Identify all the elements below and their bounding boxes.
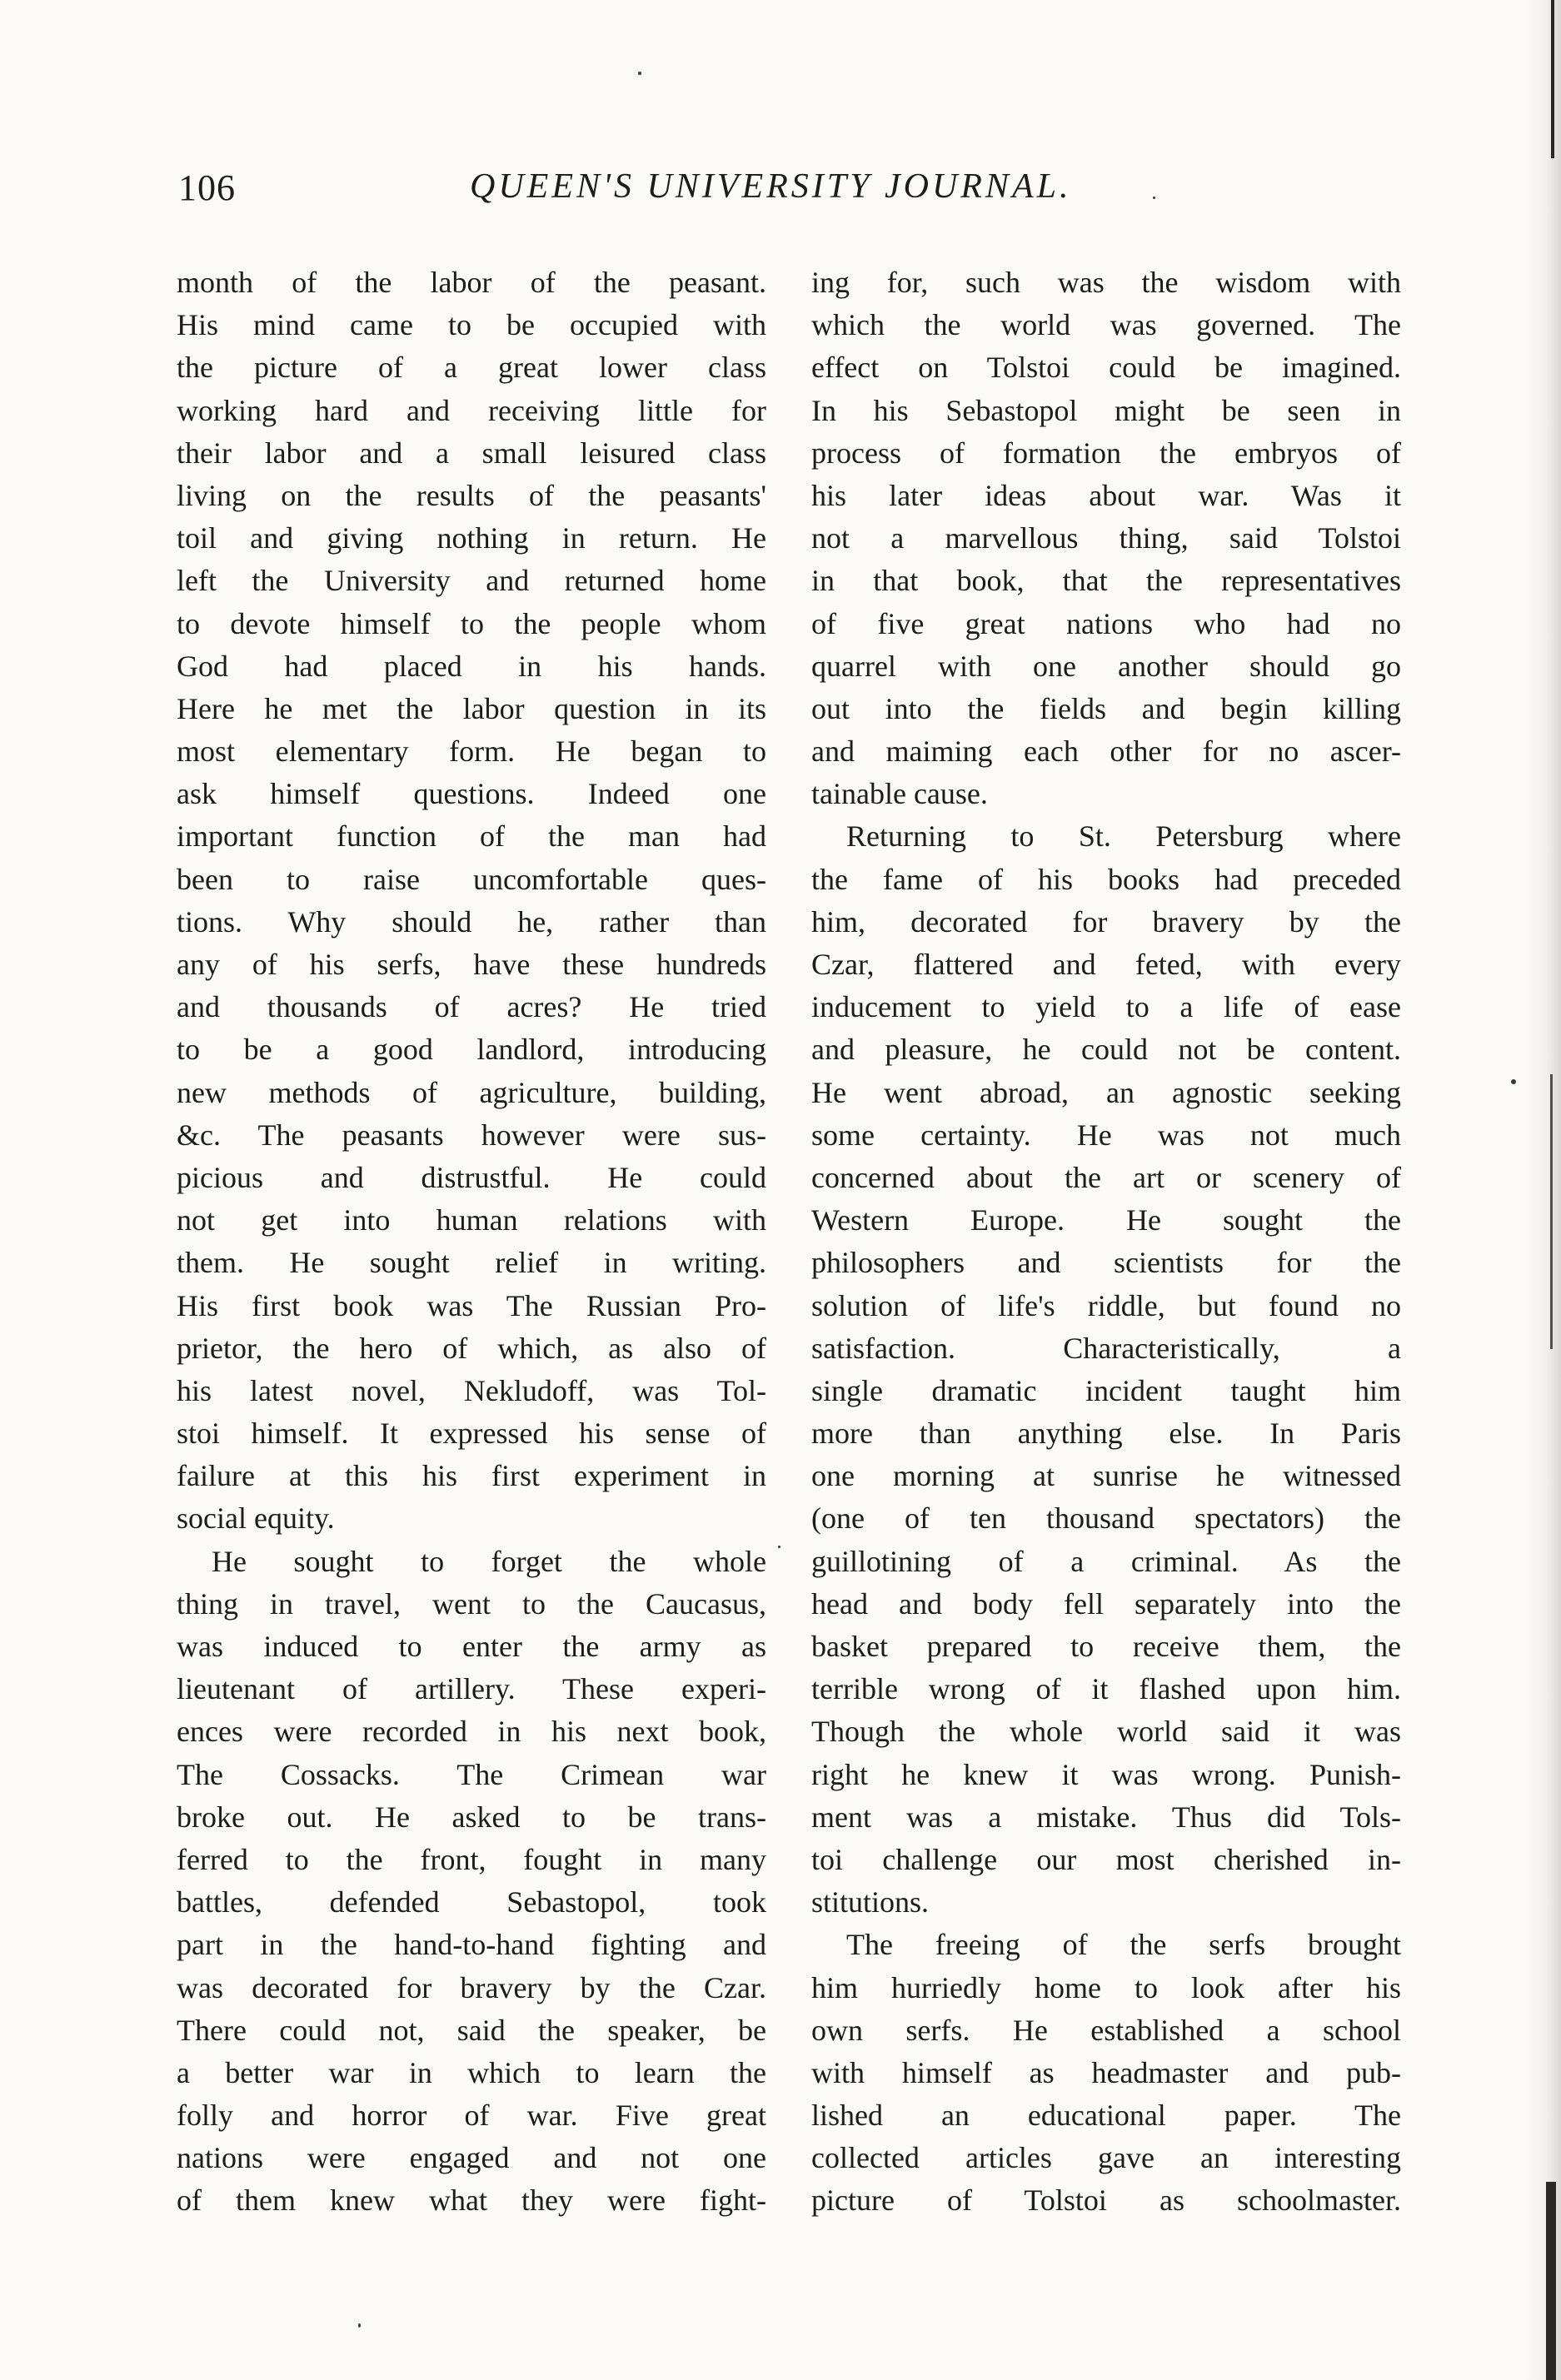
text-line: with himself as headmaster and pub-	[811, 2055, 1401, 2089]
text-line: which the world was governed. The	[811, 308, 1401, 342]
text-line: quarrel with one another should go	[811, 649, 1401, 683]
text-line: nations were engaged and not one	[177, 2141, 766, 2175]
scan-speck	[1511, 1079, 1516, 1084]
text-line: important function of the man had	[177, 819, 766, 854]
text-line: month of the labor of the peasant.	[177, 266, 766, 299]
text-line: new methods of agriculture, building,	[177, 1075, 766, 1109]
scan-speck	[638, 72, 641, 75]
text-line: (one of ten thousand spectators) the	[811, 1501, 1401, 1536]
text-line: any of his serfs, have these hundreds	[177, 948, 766, 981]
text-line: toi challenge our most cherished in-	[811, 1842, 1401, 1876]
text-line: His mind came to be occupied with	[177, 308, 766, 342]
paragraph-end-line: social equity.	[177, 1501, 335, 1536]
text-line: ment was a mistake. Thus did Tols-	[811, 1800, 1401, 1834]
text-line: single dramatic incident taught him	[811, 1373, 1401, 1407]
text-line: and thousands of acres? He tried	[177, 990, 766, 1024]
text-line: &c. The peasants however were sus-	[177, 1118, 766, 1152]
text-line: to devote himself to the people whom	[177, 606, 766, 640]
text-line: broke out. He asked to be trans-	[177, 1800, 766, 1834]
text-line: inducement to yield to a life of ease	[811, 990, 1401, 1024]
text-line: the fame of his books had preceded	[811, 862, 1401, 896]
journal-title: QUEEN'S UNIVERSITY JOURNAL.	[470, 167, 1072, 206]
text-line: them. He sought relief in writing.	[177, 1246, 766, 1280]
text-line: folly and horror of war. Five great	[177, 2099, 766, 2133]
text-line: God had placed in his hands.	[177, 649, 766, 683]
page-edge-shadow	[1524, 0, 1561, 2380]
left-column	[177, 261, 766, 2223]
text-line: one morning at sunrise he witnessed	[811, 1459, 1401, 1493]
scan-speck	[358, 2323, 361, 2328]
page-number: 106	[178, 167, 236, 208]
text-line: left the University and returned home	[177, 564, 766, 598]
scan-edge-mark	[1551, 0, 1554, 158]
text-line: lished an educational paper. The	[811, 2099, 1401, 2133]
text-line: There could not, said the speaker, be	[177, 2013, 766, 2047]
paragraph-end-line: stitutions.	[811, 1885, 930, 1919]
text-line: terrible wrong of it flashed upon him.	[811, 1672, 1401, 1706]
text-line: process of formation the embryos of	[811, 436, 1401, 470]
text-line: his later ideas about war. Was it	[811, 478, 1401, 512]
text-line: part in the hand-to-hand fighting and	[177, 1928, 766, 1962]
text-line: battles, defended Sebastopol, took	[177, 1885, 766, 1919]
text-line: his latest novel, Nekludoff, was Tol-	[177, 1373, 766, 1407]
text-line: not get into human relations with	[177, 1203, 766, 1237]
text-line: in that book, that the representatives	[811, 564, 1401, 598]
paragraph-start-line: He sought to forget the whole	[212, 1544, 766, 1578]
text-line: and maiming each other for no ascer-	[811, 734, 1401, 769]
text-line: right he knew it was wrong. Punish-	[811, 1757, 1401, 1791]
text-line: was decorated for bravery by the Czar.	[177, 1970, 766, 2004]
right-column	[811, 261, 1401, 2223]
text-line: the picture of a great lower class	[177, 351, 766, 385]
text-line: Here he met the labor question in its	[177, 691, 766, 725]
paragraph-start-line: The freeing of the serfs brought	[846, 1928, 1401, 1962]
text-line: most elementary form. He began to	[177, 734, 766, 769]
text-line: and pleasure, he could not be content.	[811, 1033, 1401, 1067]
page-header	[178, 167, 1419, 225]
text-line: effect on Tolstoi could be imagined.	[811, 351, 1401, 385]
text-line: been to raise uncomfortable ques-	[177, 862, 766, 896]
text-line: out into the fields and begin killing	[811, 691, 1401, 725]
text-line: failure at this his first experiment in	[177, 1459, 766, 1493]
text-line: was induced to enter the army as	[177, 1630, 766, 1663]
text-line: ences were recorded in his next book,	[177, 1715, 766, 1749]
text-line: Western Europe. He sought the	[811, 1203, 1401, 1237]
text-line: philosophers and scientists for the	[811, 1246, 1401, 1280]
text-line: ing for, such was the wisdom with	[811, 266, 1401, 299]
text-line: collected articles gave an interesting	[811, 2141, 1401, 2175]
text-line: He went abroad, an agnostic seeking	[811, 1075, 1401, 1109]
scan-speck	[1153, 197, 1155, 199]
text-line: not a marvellous thing, said Tolstoi	[811, 521, 1401, 555]
text-line: ferred to the front, fought in many	[177, 1842, 766, 1876]
text-line: a better war in which to learn the	[177, 2055, 766, 2089]
text-line: picious and distrustful. He could	[177, 1160, 766, 1194]
text-line: him, decorated for bravery by the	[811, 904, 1401, 939]
text-line: The Cossacks. The Crimean war	[177, 1757, 766, 1791]
text-line: concerned about the art or scenery of	[811, 1160, 1401, 1194]
text-line: him hurriedly home to look after his	[811, 1970, 1401, 2004]
text-line: some certainty. He was not much	[811, 1118, 1401, 1152]
text-line: prietor, the hero of which, as also of	[177, 1331, 766, 1365]
text-line: their labor and a small leisured class	[177, 436, 766, 470]
text-line: own serfs. He established a school	[811, 2013, 1401, 2047]
text-line: picture of Tolstoi as schoolmaster.	[811, 2183, 1401, 2218]
text-line: Though the whole world said it was	[811, 1715, 1401, 1749]
text-line: In his Sebastopol might be seen in	[811, 393, 1401, 427]
scan-edge-mark	[1546, 2182, 1556, 2380]
text-line: living on the results of the peasants'	[177, 478, 766, 512]
text-line: solution of life's riddle, but found no	[811, 1288, 1401, 1322]
text-line: to be a good landlord, introducing	[177, 1033, 766, 1067]
paragraph-start-line: Returning to St. Petersburg where	[846, 819, 1401, 854]
text-line: Czar, flattered and feted, with every	[811, 948, 1401, 981]
text-line: thing in travel, went to the Caucasus,	[177, 1586, 766, 1621]
text-line: lieutenant of artillery. These experi-	[177, 1672, 766, 1706]
text-line: working hard and receiving little for	[177, 393, 766, 427]
text-line: ask himself questions. Indeed one	[177, 777, 766, 811]
text-line: satisfaction. Characteristically, a	[811, 1331, 1401, 1365]
text-line: His first book was The Russian Pro-	[177, 1288, 766, 1322]
scan-speck	[778, 1546, 780, 1548]
text-line: of five great nations who had no	[811, 606, 1401, 640]
text-line: of them knew what they were fight-	[177, 2183, 766, 2218]
text-line: toil and giving nothing in return. He	[177, 521, 766, 555]
text-line: head and body fell separately into the	[811, 1586, 1401, 1621]
text-line: more than anything else. In Paris	[811, 1417, 1401, 1451]
text-line: tions. Why should he, rather than	[177, 904, 766, 939]
text-line: stoi himself. It expressed his sense of	[177, 1417, 766, 1451]
text-line: basket prepared to receive them, the	[811, 1630, 1401, 1663]
scan-edge-mark	[1550, 1074, 1553, 1349]
text-line: guillotining of a criminal. As the	[811, 1544, 1401, 1578]
paragraph-end-line: tainable cause.	[811, 777, 988, 811]
